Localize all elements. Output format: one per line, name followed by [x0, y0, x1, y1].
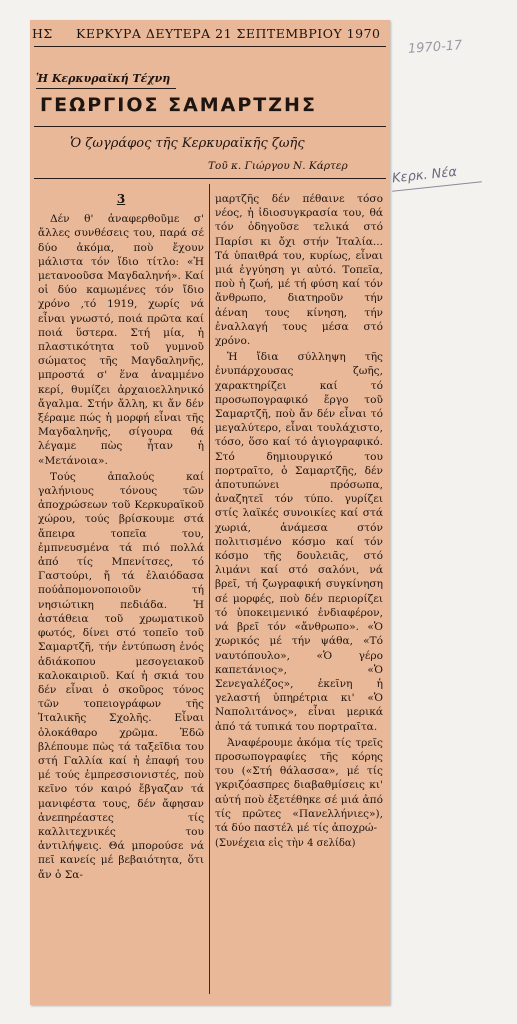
paragraph: μαρτζῆς δέν πέθαινε τόσο νέος, ἡ ἰδιοσυγκρασία του, θά τόν ὁδηγοῦσε τελικά στό Παρίσι κι ὄχι στήν Ἰταλία... Τά ὑπαιθρά του, κυρίως, εἶναι μιά ἐγγύηση γι αὐτό. Τοπεῖα, ποὺ ἡ ζωή, μέ τή φύση καί τόν ἄνθρωπο, διατηροῦν τήν ἀέναη τους κίνηση, τήν ἐναλλαγή τους μέσα στό χρόνο.: [215, 193, 383, 348]
masthead-text: ΚΕΡΚΥΡΑ ΔΕΥΤΕΡΑ 21 ΣΕΠΤΕΜΒΡΙΟΥ 1970: [76, 26, 381, 41]
headline: ΓΕΩΡΓΙΟΣ ΣΑΜΑΡΤΖΗΣ: [40, 94, 317, 116]
subheadline: Ὁ ζωγράφος τῆς Κερκυραϊκῆς ζωῆς: [70, 136, 305, 151]
handwritten-date-note: 1970-17: [407, 38, 463, 57]
paragraph: Ἀναφέρουμε ἀκόμα τίς τρεῖς προσωπογραφίες τῆς κόρης του («Στή θάλασσα», μέ τίς γκριζόασπρες διαβαθμίσεις κι' αὐτή ποὺ ἐξετέθηκε σέ μιά ἀπό τίς πρῶτες «Πανελλήνιες»), τά δύο παστέλ μέ τίς ἀποχρώ-: [215, 736, 383, 834]
column-divider: [209, 184, 210, 994]
masthead-rule: [34, 46, 386, 47]
paragraph: Δέν θ' ἀναφερθοῦμε σ' ἄλλες συνθέσεις του, παρά σέ δύο ἀκόμα, ποὺ ἔχουν μάλιστα τόν ἴδιο τίτλο: «Ἡ μετανοοῦσα Μαγδαληνή». Καί οἱ δύο καμωμένες τόν ἴδιο χρόνο ,τό 1919, χωρίς νά εἶναι γνωστό, ποιά πρῶτα καί ποιά ὕστερα. Στή μία, ἡ πλαστικότητα τοῦ γυμνοῦ σώματος τῆς Μαγδαληνῆς, μπροστά σ' ἕνα ἀναμμένο κερί, θυμίζει ἀρχαιοελληνικό ἄγαλμα. Στήν ἄλλη, κι ἄν δέν ξέραμε πώς ἡ μορφή εἶναι τῆς Μαγδαληνῆς, σίγουρα θά λέγαμε πὼς ἦταν ἡ «Μετάνοια».: [38, 213, 204, 467]
headline-rule: [34, 126, 386, 127]
part-number: 3: [116, 192, 126, 206]
paragraph: Ἡ ἴδια σύλληψη τῆς ἐνυπάρχουσας ζωῆς, χαρακτηρίζει καί τό προσωπογραφικό ἔργο τοῦ Σαμαρτζῆ, ποὺ ἄν δέν εἶναι τό μεγαλύτερο, εἶναι τουλάχιστο, τόσο, ὅσο καί τό ἁγιογραφικό. Στό δημιουργικό του πορτραῖτο, ὁ Σαμαρτζῆς, δέν ἀποτυπώνει πρόσωπα, ἀναζητεῖ τόν τύπο. γυρίζει στίς λαϊκές συνοικίες καί στά χωριά, ἀνάμεσα στόν πολιτισμένο κόσμο καί τόν κόσμο τῆς δουλειᾶς, στό λιμάνι καί στό σαλόνι, νά βρεῖ, τή ζωγραφική συγκίνηση σέ μορφές, ποὺ δέν περιορίζει τό ὑποκειμενικό ἐνδιαφέρον, νά βρεῖ τόν «ἄνθρωπο». «Ὁ χωρικός μέ τήν ψάθα, «Τό ναυτόπουλο», «Ὁ γέρο καπετάνιος», «Ὁ Σενεγαλέζος», ἐκεῖνη ἡ γελαστή ὑπηρέτρια κι' «Ὁ Ναπολιτάνος», εἶναι μερικά ἀπό τά τυπικά του πορτραῖτα.: [215, 351, 383, 733]
section-title: Ἡ Κερκυραϊκή Τέχνη: [36, 72, 171, 85]
handwritten-source-note: Κερκ. Νέα: [391, 164, 458, 187]
byline-rule: [34, 178, 386, 179]
byline: Τοῦ κ. Γιώργου Ν. Κάρτερ: [208, 160, 348, 172]
article-column-1: [38, 192, 204, 884]
paragraph: Τούς ἁπαλούς καί γαλήνιους τόνους τῶν ἀποχρώσεων τοῦ Κερκυραϊκοῦ χώρου, τούς βρίσκουμε στά ἄπειρα τοπεῖα του, ἐμπνευσμένα τά πιό πολλά ἀπό τίς Μπενίτσες, τό Γαστούρι, ἤ τά ἐλαιόδασα πούἀπομονοποιοῦν τή νησιώτικη πεδιάδα. Ἡ ἀστάθεια τοῦ χρωματικοῦ φωτός, δίνει στό τοπεῖο τοῦ Σαμαρτζῆ, τήν ἐντύπωση ἑνός ἀδιάκοπου μεσογειακοῦ καλοκαιριοῦ. Καί ἡ σκιά του δέν εἶναι ὁ σκοῦρος τόνος τῶν τοπειογράφων τῆς Ἰταλικῆς Σχολῆς. Εἶναι ὁλοκάθαρο χρῶμα. Ἐδῶ βλέπουμε πὼς τά ταξεῖδια του στή Γαλλία καί ἡ ἐπαφή του μέ τούς ἐμπρεσσιονιστές, ποὺ κεῖνο τόν καιρό ἔβγαζαν τά μανιφέστα τους, δέν ἄφησαν ἀνεπηρέαστες τίς καλλιτεχνικές του ἀντιλήψεις. Θά μπορούσε νά πεῖ κανείς μέ βεβαιότητα, ὅτι ἄν ὁ Σα-: [38, 470, 204, 881]
newspaper-clipping: [30, 20, 390, 1005]
section-rule: [36, 88, 176, 89]
masthead-fragment: ΗΣ: [32, 26, 53, 41]
masthead: [30, 24, 390, 46]
article-column-2: [215, 192, 383, 853]
continued-note: (Συνέχεια εἰς τὴν 4 σελίδα): [215, 838, 356, 850]
